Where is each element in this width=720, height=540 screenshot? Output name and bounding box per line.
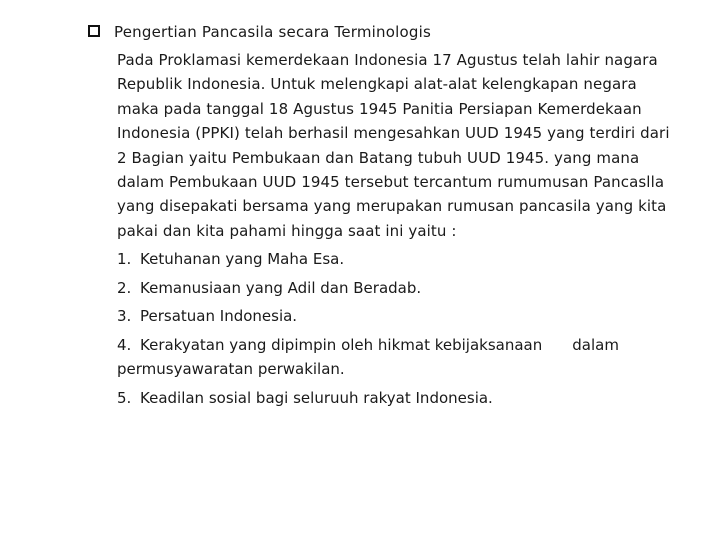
paragraph-line: Pada Proklamasi kemerdekaan Indonesia 17 Agustus telah lahir nagara [117, 51, 658, 69]
paragraph-line: pakai dan kita pahami hingga saat ini yaitu : [117, 221, 457, 240]
list-number: 1. [117, 250, 132, 268]
paragraph-line: maka pada tanggal 18 Agustus 1945 Panitia Persiapan Kemerdekaan [117, 99, 642, 118]
section-heading: Pengertian Pancasila secara Terminologis [114, 23, 431, 41]
paragraph-line: 2 Bagian yaitu Pembukaan dan Batang tubuh UUD 1945. yang mana [117, 148, 640, 167]
list-number: 5. [117, 389, 132, 407]
list-number: 4. [117, 336, 132, 354]
list-text: Ketuhanan yang Maha Esa. [140, 250, 345, 268]
list-text: Kerakyatan yang dipimpin oleh hikmat kebijaksanaan [140, 336, 543, 354]
list-number: 2. [117, 279, 132, 297]
list-item [117, 276, 421, 300]
list-text: Kemanusiaan yang Adil dan Beradab. [140, 279, 422, 297]
list-item [117, 247, 344, 271]
list-text: permusyawaratan perwakilan. [117, 360, 345, 378]
list-item [117, 333, 619, 357]
body-block [117, 48, 697, 407]
paragraph-line: Republik Indonesia. Untuk melengkapi alat-alat kelengkapan negara [117, 75, 637, 94]
paragraph-line: dalam Pembukaan UUD 1945 tersebut tercantum rumumusan Pancaslla [117, 173, 665, 192]
checkbox-bullet-icon [88, 25, 100, 37]
heading-row [88, 23, 431, 41]
list-number: 3. [117, 307, 132, 325]
list-text: Persatuan Indonesia. [140, 307, 298, 325]
list-item-continuation [117, 357, 345, 381]
list-text: Keadilan sosial bagi seluruuh rakyat Indonesia. [140, 389, 493, 407]
paragraph-line: Indonesia (PPKI) telah berhasil mengesahkan UUD 1945 yang terdiri dari [117, 124, 670, 143]
list-text-tail: dalam [572, 336, 619, 354]
paragraph-line: yang disepakati bersama yang merupakan rumusan pancasila yang kita [117, 197, 667, 216]
list-item [117, 386, 493, 410]
list-item [117, 304, 297, 328]
